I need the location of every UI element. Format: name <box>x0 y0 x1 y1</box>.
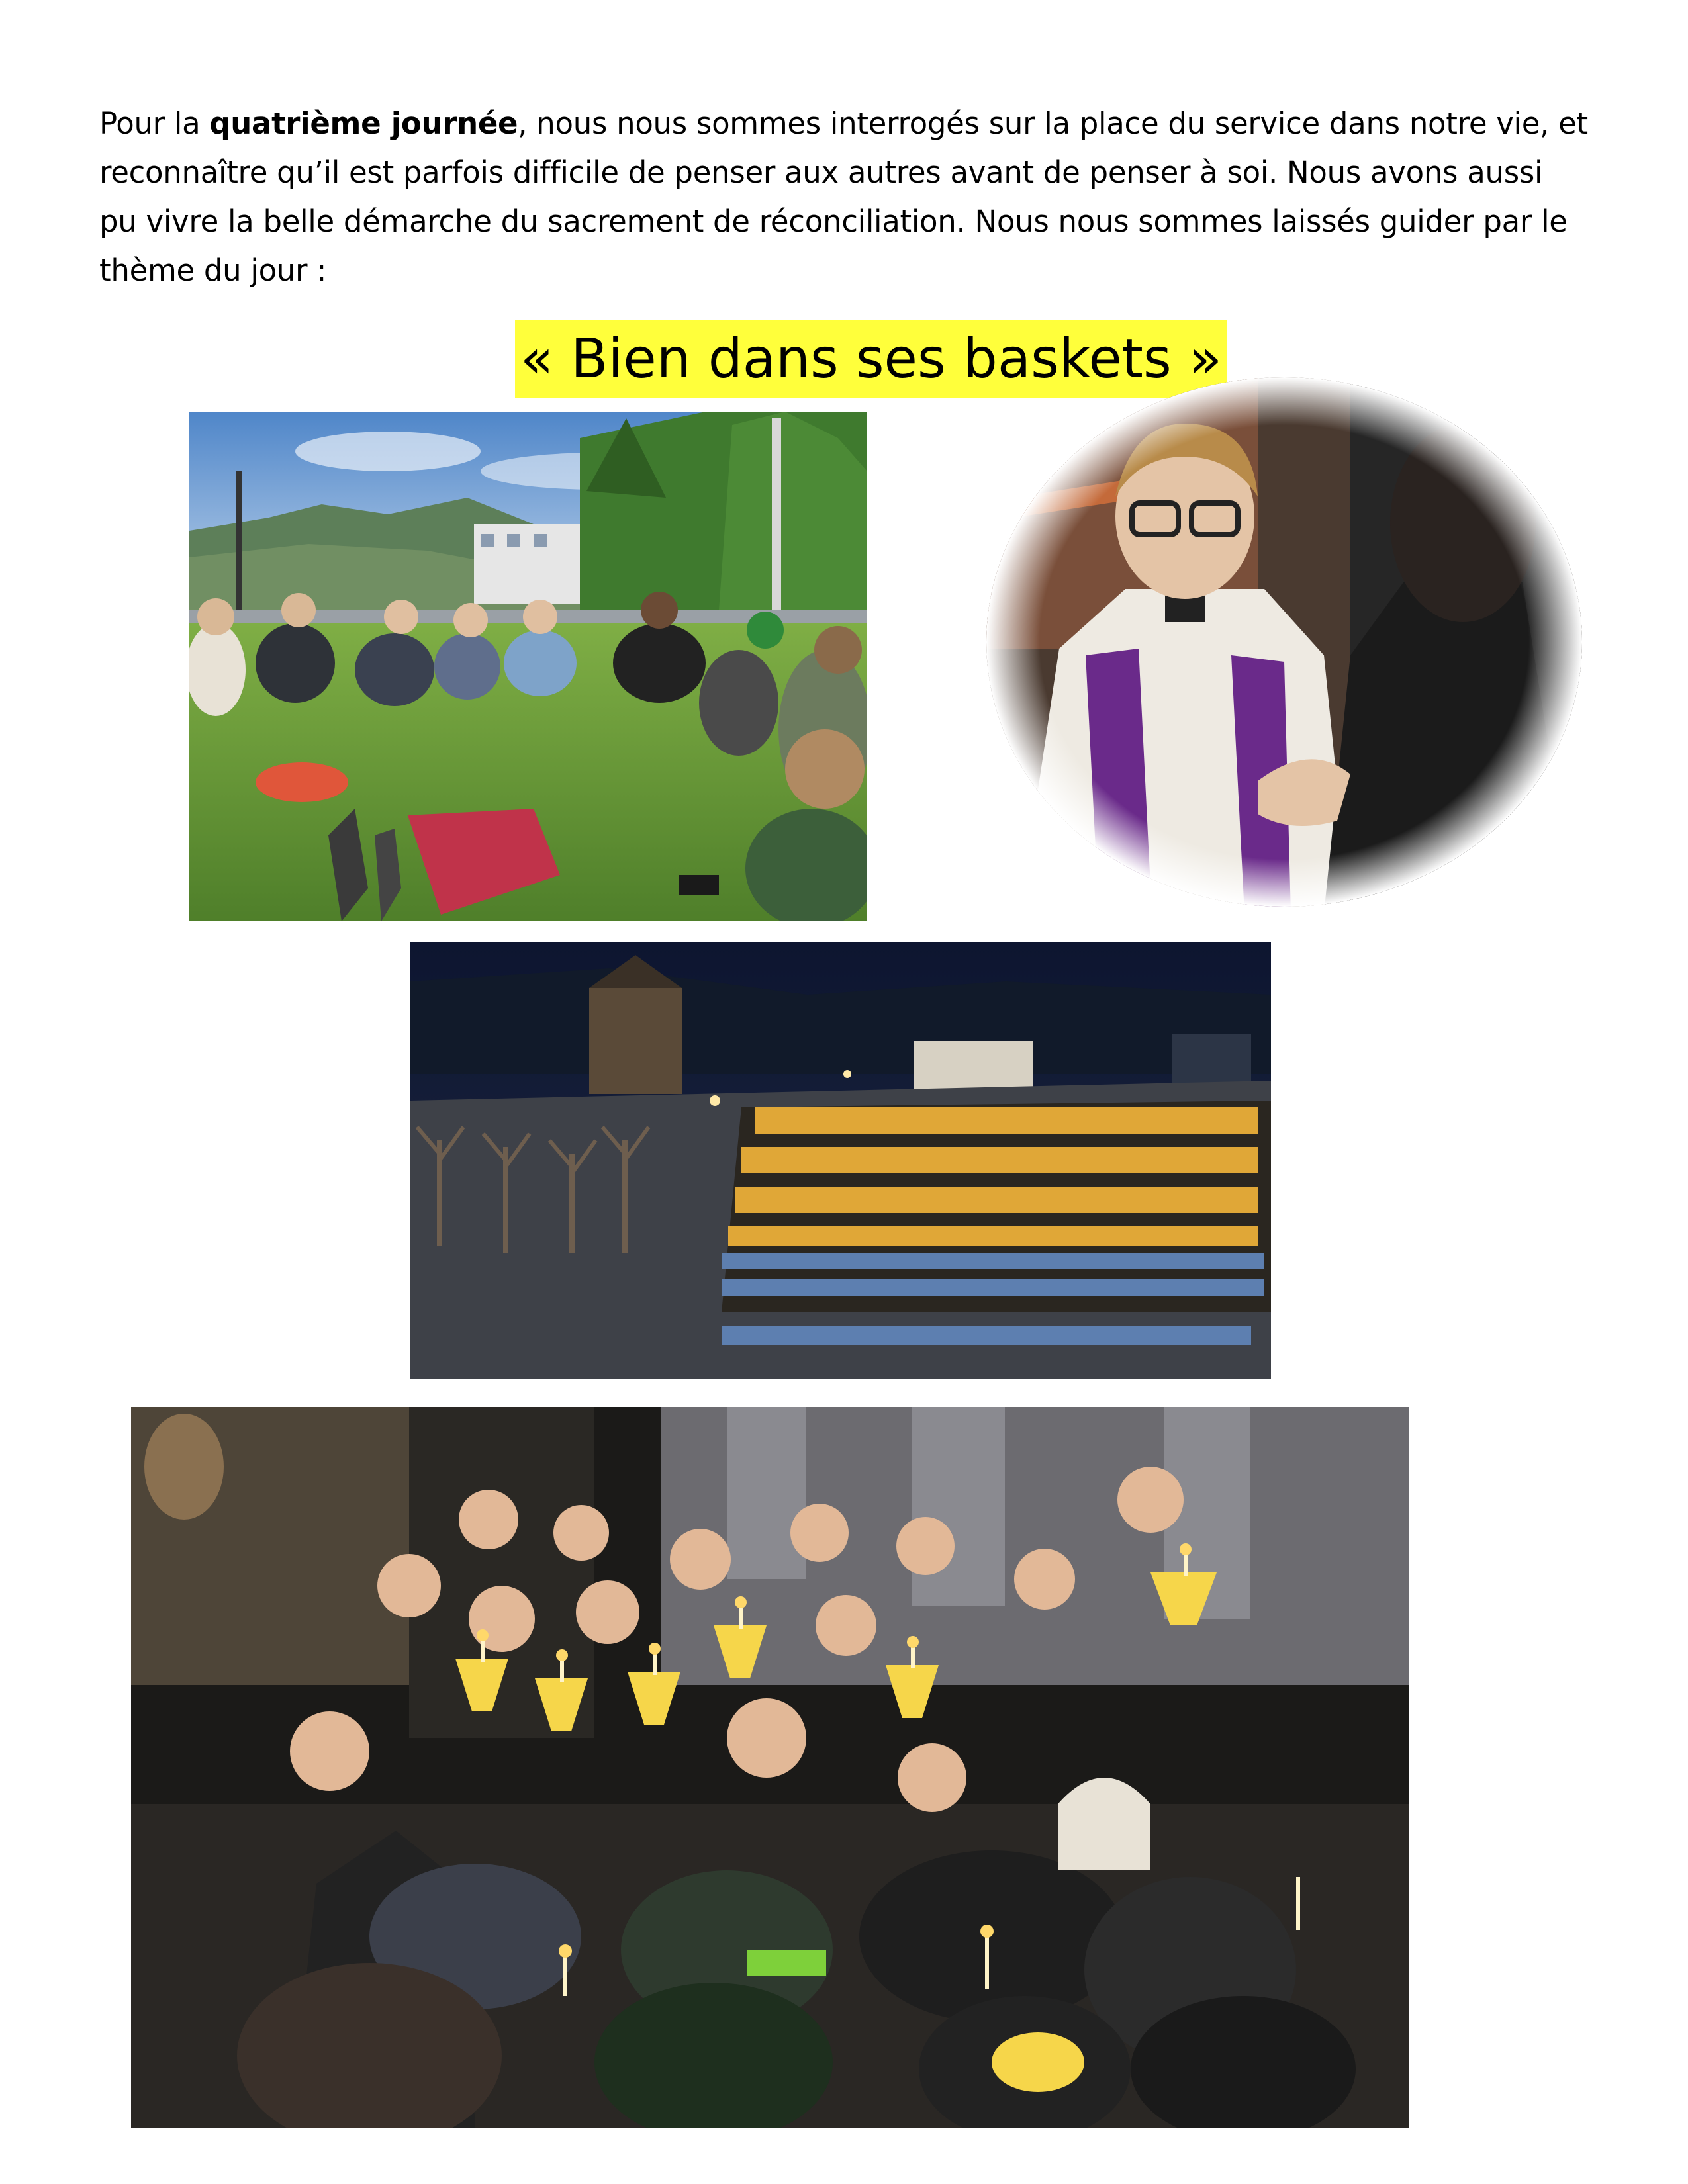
intro-day-label: quatrième journée <box>209 106 518 141</box>
intro-paragraph: Pour la quatrième journée, nous nous sommes interrogés sur la place du service dans notre vie, et reconnaître qu’il est parfois difficile de penser aux autres avant de penser à soi. Nous avons aussi pu vivre la belle démarche du sacrement de réconciliation. Nous nous sommes laissés guider par le thème du jour : <box>99 106 1588 288</box>
photo-group-on-grass <box>189 412 867 921</box>
photo-confession <box>980 371 1589 913</box>
photo-torchlight-procession <box>410 942 1271 1379</box>
day-theme-heading: « Bien dans ses baskets » <box>515 320 1227 398</box>
photo-group-with-candles <box>131 1407 1409 2128</box>
